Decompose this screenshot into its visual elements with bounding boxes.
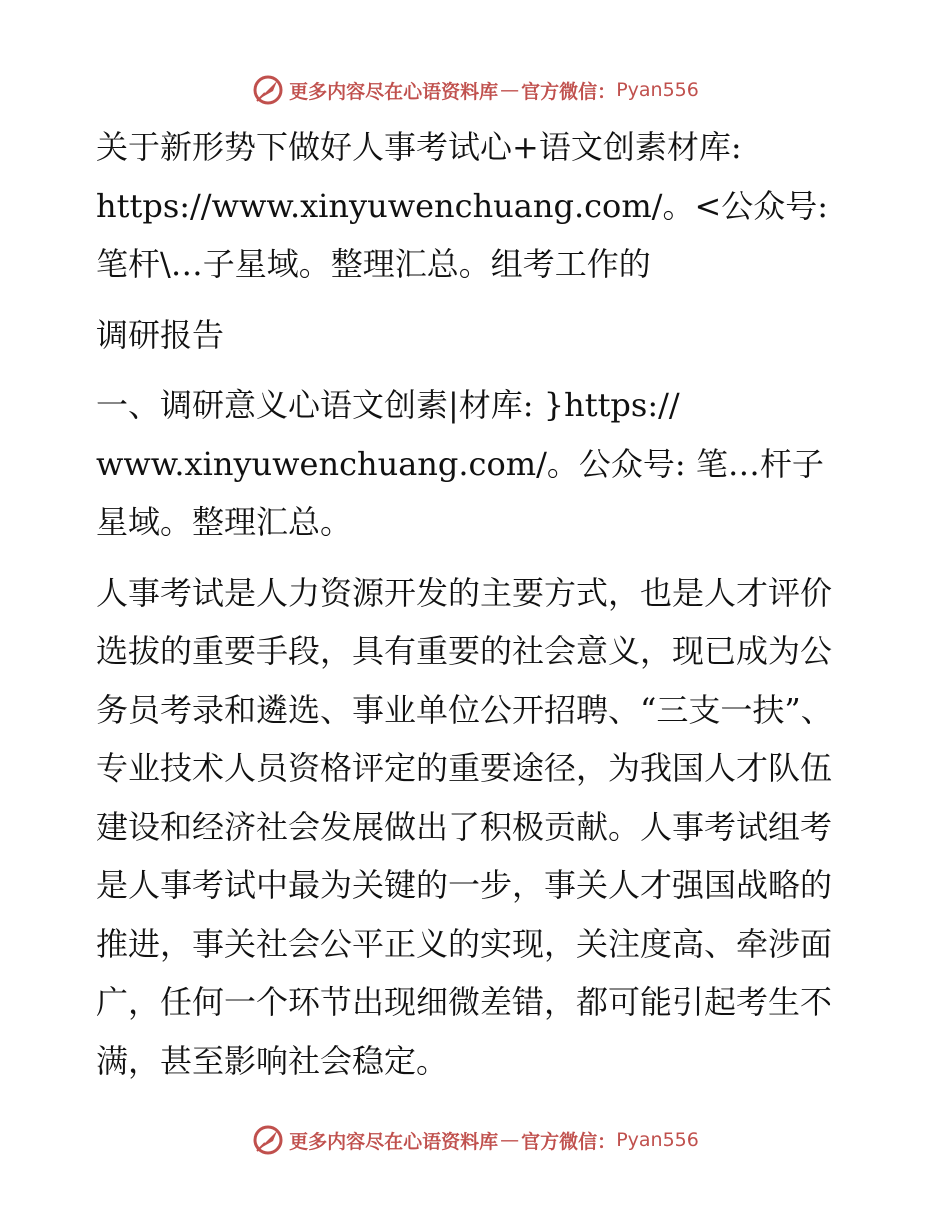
watermark-sub-text: 官方微信： <box>521 80 617 103</box>
section-heading-paragraph: 一、调研意义心语文创素|材库: }https:// www.xinyuwenchuang.com/。公众号: 笔…杆子星域。整理汇总。 <box>96 386 824 541</box>
watermark-wechat-id: Pyan556 <box>616 1129 699 1151</box>
report-title: 调研报告 <box>96 315 225 354</box>
watermark-dash: — <box>500 1129 520 1151</box>
watermark-main-text: 更多内容尽在心语资料库 <box>289 80 499 103</box>
watermark-banner-top <box>0 70 950 110</box>
watermark-wechat-id: Pyan556 <box>616 79 699 101</box>
watermark-dash: — <box>500 79 520 101</box>
document-body <box>96 118 852 1090</box>
intro-paragraph: 关于新形势下做好人事考试心+语文创素材库: https://www.xinyuwenchuang.com/。<公众号: 笔杆\…子星域。整理汇总。组考工作的 <box>96 128 829 283</box>
watermark-main-text: 更多内容尽在心语资料库 <box>289 1130 499 1153</box>
feather-logo-icon <box>251 73 285 107</box>
feather-logo-icon <box>251 1123 285 1157</box>
watermark-banner-bottom <box>0 1120 950 1160</box>
body-paragraph: 人事考试是人力资源开发的主要方式，也是人才评价选拔的重要手段，具有重要的社会意义，现已成为公务员考录和遴选、事业单位公开招聘、“三支一扶”、专业技术人员资格评定的重要途径，为我国人才队伍建设和经济社会发展做出了积极贡献。人事考试组考是人事考试中最为关键的一步，事关人才强国战略的推进，事关社会公平正义的实现，关注度高、牵涉面广，任何一个环节出现细微差错，都可能引起考生不满，甚至影响社会稳定。 <box>96 573 833 1080</box>
watermark-sub-text: 官方微信： <box>521 1130 617 1153</box>
